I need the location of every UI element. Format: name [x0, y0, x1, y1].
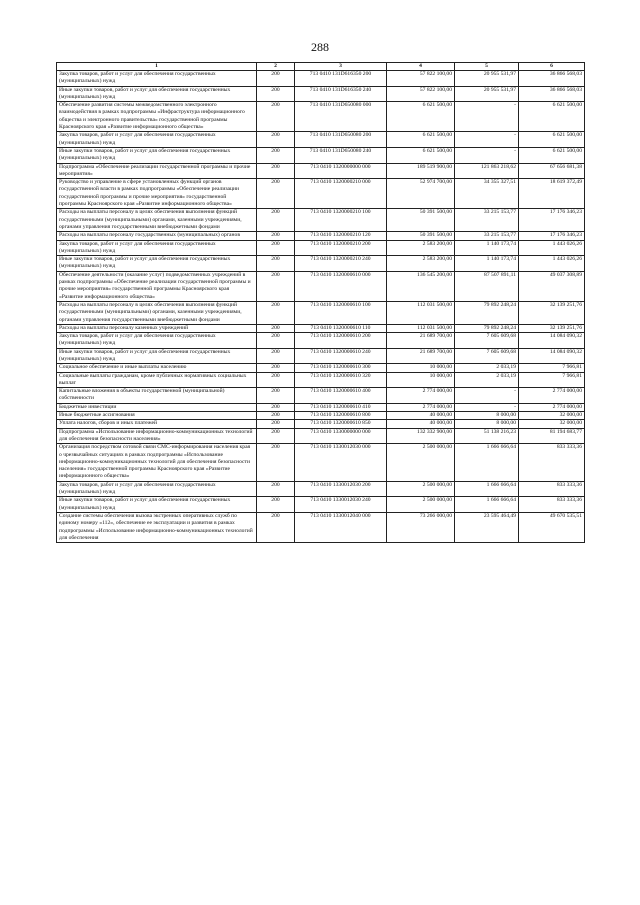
table-row [57, 86, 585, 102]
row-name-cell: Расходы на выплаты персоналу казенных учреждений [57, 324, 257, 332]
row-unexecuted-cell: 49 037 308,89 [519, 271, 585, 301]
row-kbk-cell: 713 0410 131D616350 200 [295, 71, 387, 87]
row-name-cell: Социальные выплаты гражданам, кроме публичных нормативных социальных выплат [57, 372, 257, 388]
row-code-cell: 200 [257, 348, 295, 364]
row-approved-cell: 50 391 500,00 [387, 209, 455, 232]
row-code-cell: 200 [257, 301, 295, 324]
row-code-cell: 200 [257, 333, 295, 349]
table-body [57, 71, 585, 543]
table-row [57, 102, 585, 132]
row-unexecuted-cell: 14 084 090,32 [519, 333, 585, 349]
row-executed-cell: - [455, 403, 519, 411]
row-executed-cell: 7 605 609,68 [455, 348, 519, 364]
row-code-cell: 200 [257, 271, 295, 301]
table-header-row [57, 63, 585, 71]
row-executed-cell: 1 666 666,64 [455, 481, 519, 497]
row-kbk-cell: 713 0410 1320000210 200 [295, 240, 387, 256]
row-kbk-cell: 713 0410 1330012030 200 [295, 481, 387, 497]
row-code-cell: 200 [257, 147, 295, 163]
budget-execution-table [56, 62, 585, 543]
table-row [57, 481, 585, 497]
row-code-cell: 200 [257, 71, 295, 87]
row-approved-cell: 112 031 500,00 [387, 301, 455, 324]
row-unexecuted-cell: 833 333,36 [519, 481, 585, 497]
row-name-cell: Закупка товаров, работ и услуг для обеспечения государственных (муниципальных) нужд [57, 71, 257, 87]
row-code-cell: 200 [257, 324, 295, 332]
row-executed-cell: 33 215 153,77 [455, 232, 519, 240]
row-name-cell: Обеспечение деятельности (оказание услуг) подведомственных учреждений в рамках подпрограммы «Обеспечение реализации государственной программы и прочие мероприятия» государственной программы Красноярского края «Развитие информационного общества» [57, 271, 257, 301]
row-name-cell: Иные закупки товаров, работ и услуг для обеспечения государственных (муниципальных) нужд [57, 497, 257, 513]
row-unexecuted-cell: 32 139 251,76 [519, 301, 585, 324]
row-executed-cell: 33 215 153,77 [455, 209, 519, 232]
row-unexecuted-cell: 32 139 251,76 [519, 324, 585, 332]
row-name-cell: Закупка товаров, работ и услуг для обеспечения государственных (муниципальных) нужд [57, 481, 257, 497]
table-row [57, 301, 585, 324]
row-executed-cell: - [455, 132, 519, 148]
table-row [57, 179, 585, 209]
row-executed-cell: 1 140 173,74 [455, 256, 519, 272]
row-unexecuted-cell: 81 194 683,77 [519, 428, 585, 444]
table-row [57, 364, 585, 372]
row-executed-cell: 51 138 216,23 [455, 428, 519, 444]
row-approved-cell: 2 500 000,00 [387, 481, 455, 497]
table-row [57, 497, 585, 513]
row-unexecuted-cell: 2 774 000,00 [519, 388, 585, 404]
row-name-cell: Капитальные вложения в объекты государственной (муниципальной) собственности [57, 388, 257, 404]
row-unexecuted-cell: 32 000,00 [519, 420, 585, 428]
row-executed-cell: 79 892 248,24 [455, 301, 519, 324]
row-unexecuted-cell: 6 621 500,00 [519, 102, 585, 132]
row-unexecuted-cell: 67 656 681,38 [519, 163, 585, 179]
row-unexecuted-cell: 6 621 500,00 [519, 132, 585, 148]
row-name-cell: Обеспечение развития системы межведомственного электронного взаимодействия в рамках подпрограммы «Инфраструктура информационного общества и электронного правительства» государственной программы Красноярского края «Развитие информационного общества» [57, 102, 257, 132]
table-row [57, 428, 585, 444]
row-unexecuted-cell: 2 774 000,00 [519, 403, 585, 411]
header-col-3: 3 [295, 63, 387, 71]
row-approved-cell: 2 583 200,00 [387, 240, 455, 256]
row-kbk-cell: 713 0410 1320000610 200 [295, 333, 387, 349]
table-row [57, 209, 585, 232]
table-row [57, 512, 585, 542]
row-executed-cell: 20 955 531,97 [455, 86, 519, 102]
row-kbk-cell: 713 0410 1320000210 100 [295, 209, 387, 232]
row-approved-cell: 57 822 100,00 [387, 86, 455, 102]
row-code-cell: 200 [257, 372, 295, 388]
row-executed-cell: 121 863 218,62 [455, 163, 519, 179]
table-row [57, 403, 585, 411]
table-row [57, 256, 585, 272]
row-code-cell: 200 [257, 412, 295, 420]
row-name-cell: Закупка товаров, работ и услуг для обеспечения государственных (муниципальных) нужд [57, 132, 257, 148]
row-executed-cell: 1 666 666,64 [455, 497, 519, 513]
row-kbk-cell: 713 0410 1330000000 000 [295, 428, 387, 444]
row-code-cell: 200 [257, 444, 295, 481]
row-name-cell: Расходы на выплаты персоналу в целях обеспечения выполнения функций государственными (муниципальными) органами, казенными учреждениями, органами управления государственными внебюджетными фондами [57, 301, 257, 324]
row-approved-cell: 50 391 500,00 [387, 232, 455, 240]
row-approved-cell: 2 583 200,00 [387, 256, 455, 272]
row-name-cell: Закупка товаров, работ и услуг для обеспечения государственных (муниципальных) нужд [57, 333, 257, 349]
header-col-6: 6 [519, 63, 585, 71]
row-approved-cell: 112 031 500,00 [387, 324, 455, 332]
table-row [57, 240, 585, 256]
table-row [57, 71, 585, 87]
row-name-cell: Бюджетные инвестиции [57, 403, 257, 411]
row-executed-cell: 1 666 666,64 [455, 444, 519, 481]
row-executed-cell: 2 033,19 [455, 372, 519, 388]
row-executed-cell: 23 595 464,49 [455, 512, 519, 542]
table-row [57, 324, 585, 332]
row-name-cell: Расходы на выплаты персоналу в целях обеспечения выполнения функций государственными (муниципальными) органами, казенными учреждениями, органами управления государственными внебюджетными фондами [57, 209, 257, 232]
table-row [57, 163, 585, 179]
row-name-cell: Иные закупки товаров, работ и услуг для обеспечения государственных (муниципальных) нужд [57, 348, 257, 364]
row-kbk-cell: 713 0410 1320000610 100 [295, 301, 387, 324]
row-kbk-cell: 713 0410 1320000610 240 [295, 348, 387, 364]
row-unexecuted-cell: 833 333,36 [519, 497, 585, 513]
row-kbk-cell: 713 0410 1320000610 400 [295, 388, 387, 404]
table-row [57, 348, 585, 364]
row-name-cell: Иные закупки товаров, работ и услуг для обеспечения государственных (муниципальных) нужд [57, 86, 257, 102]
row-unexecuted-cell: 6 621 500,00 [519, 147, 585, 163]
table-row [57, 372, 585, 388]
row-code-cell: 200 [257, 86, 295, 102]
row-approved-cell: 2 500 000,00 [387, 444, 455, 481]
row-unexecuted-cell: 32 000,00 [519, 412, 585, 420]
header-col-5: 5 [455, 63, 519, 71]
row-kbk-cell: 713 0410 1320000610 320 [295, 372, 387, 388]
table-row [57, 333, 585, 349]
row-executed-cell: - [455, 388, 519, 404]
row-kbk-cell: 713 0410 1320000210 240 [295, 256, 387, 272]
row-executed-cell: 87 507 891,11 [455, 271, 519, 301]
row-name-cell: Иные закупки товаров, работ и услуг для обеспечения государственных (муниципальных) нужд [57, 256, 257, 272]
header-col-2: 2 [257, 63, 295, 71]
row-approved-cell: 6 621 500,00 [387, 102, 455, 132]
row-unexecuted-cell: 7 966,81 [519, 364, 585, 372]
row-code-cell: 200 [257, 256, 295, 272]
row-kbk-cell: 713 0410 1330012040 000 [295, 512, 387, 542]
row-kbk-cell: 713 0410 1320000610 850 [295, 420, 387, 428]
row-code-cell: 200 [257, 102, 295, 132]
row-kbk-cell: 713 0410 131D650080 000 [295, 102, 387, 132]
row-executed-cell: 2 033,19 [455, 364, 519, 372]
row-executed-cell: 79 892 248,24 [455, 324, 519, 332]
table-row [57, 444, 585, 481]
row-unexecuted-cell: 833 333,36 [519, 444, 585, 481]
row-name-cell: Подпрограмма «Обеспечение реализации государственной программы и прочие мероприятия» [57, 163, 257, 179]
row-name-cell: Иные бюджетные ассигнования [57, 412, 257, 420]
row-approved-cell: 10 000,00 [387, 364, 455, 372]
row-approved-cell: 40 000,00 [387, 412, 455, 420]
row-unexecuted-cell: 17 176 346,23 [519, 232, 585, 240]
row-code-cell: 200 [257, 497, 295, 513]
row-kbk-cell: 713 0410 131D650080 200 [295, 132, 387, 148]
table-row [57, 147, 585, 163]
budget-table-container [56, 62, 584, 543]
row-approved-cell: 73 266 000,00 [387, 512, 455, 542]
row-unexecuted-cell: 36 866 568,03 [519, 71, 585, 87]
row-executed-cell: - [455, 147, 519, 163]
table-row [57, 271, 585, 301]
row-kbk-cell: 713 0410 1320000210 000 [295, 179, 387, 209]
row-approved-cell: 40 000,00 [387, 420, 455, 428]
row-code-cell: 200 [257, 420, 295, 428]
row-unexecuted-cell: 1 443 026,26 [519, 256, 585, 272]
row-executed-cell: 20 955 531,97 [455, 71, 519, 87]
row-kbk-cell: 713 0410 1320000610 300 [295, 364, 387, 372]
row-approved-cell: 189 519 900,00 [387, 163, 455, 179]
row-executed-cell: - [455, 102, 519, 132]
row-code-cell: 200 [257, 163, 295, 179]
row-approved-cell: 2 774 000,00 [387, 388, 455, 404]
row-name-cell: Создание системы обеспечения вызова экстренных оперативных служб по единому номеру «112», обеспечение ее эксплуатации и развития в рамках подпрограммы «Использование информационно-коммуникационных технологий для обеспечения [57, 512, 257, 542]
row-unexecuted-cell: 36 866 568,03 [519, 86, 585, 102]
row-approved-cell: 2 500 000,00 [387, 497, 455, 513]
row-code-cell: 200 [257, 364, 295, 372]
row-approved-cell: 57 822 100,00 [387, 71, 455, 87]
row-unexecuted-cell: 7 966,81 [519, 372, 585, 388]
table-row [57, 132, 585, 148]
row-executed-cell: 8 000,00 [455, 412, 519, 420]
row-code-cell: 200 [257, 232, 295, 240]
row-name-cell: Социальное обеспечение и иные выплаты населению [57, 364, 257, 372]
row-name-cell: Организация посредством сотовой связи СМС-информирования населения края о чрезвычайных ситуациях в рамках подпрограммы «Использование информационно-коммуникационных технологий для обеспечения безопасности населения» государственной программы Красноярского края «Развитие информационного общества» [57, 444, 257, 481]
row-name-cell: Руководство и управление в сфере установленных функций органов государственной власти в рамках подпрограммы «Обеспечение реализации государственной программы и прочие мероприятия» государственной программы Красноярского края «Развитие информационного общества» [57, 179, 257, 209]
row-executed-cell: 8 000,00 [455, 420, 519, 428]
row-unexecuted-cell: 14 084 090,32 [519, 348, 585, 364]
row-unexecuted-cell: 1 443 026,26 [519, 240, 585, 256]
row-kbk-cell: 713 0410 131D650080 240 [295, 147, 387, 163]
row-kbk-cell: 713 0410 1320000610 800 [295, 412, 387, 420]
row-name-cell: Закупка товаров, работ и услуг для обеспечения государственных (муниципальных) нужд [57, 240, 257, 256]
row-kbk-cell: 713 0410 1330012030 240 [295, 497, 387, 513]
row-code-cell: 200 [257, 512, 295, 542]
row-code-cell: 200 [257, 388, 295, 404]
row-kbk-cell: 713 0410 131D616350 240 [295, 86, 387, 102]
row-code-cell: 200 [257, 403, 295, 411]
row-code-cell: 200 [257, 240, 295, 256]
row-code-cell: 200 [257, 209, 295, 232]
row-approved-cell: 132 332 900,00 [387, 428, 455, 444]
row-approved-cell: 10 000,00 [387, 372, 455, 388]
row-code-cell: 200 [257, 179, 295, 209]
row-name-cell: Иные закупки товаров, работ и услуг для обеспечения государственных (муниципальных) нужд [57, 147, 257, 163]
table-row [57, 420, 585, 428]
table-row [57, 388, 585, 404]
page-number: 288 [311, 40, 329, 54]
table-row [57, 232, 585, 240]
row-code-cell: 200 [257, 428, 295, 444]
row-approved-cell: 21 689 700,00 [387, 348, 455, 364]
row-unexecuted-cell: 49 670 535,51 [519, 512, 585, 542]
row-kbk-cell: 713 0410 1330012030 000 [295, 444, 387, 481]
row-approved-cell: 136 545 200,00 [387, 271, 455, 301]
row-kbk-cell: 713 0410 1320000610 410 [295, 403, 387, 411]
row-kbk-cell: 713 0410 1320000000 000 [295, 163, 387, 179]
row-approved-cell: 52 974 700,00 [387, 179, 455, 209]
row-executed-cell: 7 605 609,68 [455, 333, 519, 349]
row-unexecuted-cell: 17 176 346,23 [519, 209, 585, 232]
row-kbk-cell: 713 0410 1320000610 110 [295, 324, 387, 332]
row-executed-cell: 34 355 327,51 [455, 179, 519, 209]
table-row [57, 412, 585, 420]
row-approved-cell: 6 621 500,00 [387, 132, 455, 148]
row-name-cell: Уплата налогов, сборов и иных платежей [57, 420, 257, 428]
row-kbk-cell: 713 0410 1320000610 000 [295, 271, 387, 301]
header-col-4: 4 [387, 63, 455, 71]
row-approved-cell: 6 621 500,00 [387, 147, 455, 163]
row-approved-cell: 2 774 000,00 [387, 403, 455, 411]
row-approved-cell: 21 689 700,00 [387, 333, 455, 349]
header-col-1: 1 [57, 63, 257, 71]
row-unexecuted-cell: 18 619 372,49 [519, 179, 585, 209]
row-code-cell: 200 [257, 481, 295, 497]
row-kbk-cell: 713 0410 1320000210 120 [295, 232, 387, 240]
row-executed-cell: 1 140 173,74 [455, 240, 519, 256]
row-name-cell: Расходы на выплаты персоналу государственных (муниципальных) органов [57, 232, 257, 240]
row-code-cell: 200 [257, 132, 295, 148]
row-name-cell: Подпрограмма «Использование информационно-коммуникационных технологий для обеспечения безопасности населения» [57, 428, 257, 444]
